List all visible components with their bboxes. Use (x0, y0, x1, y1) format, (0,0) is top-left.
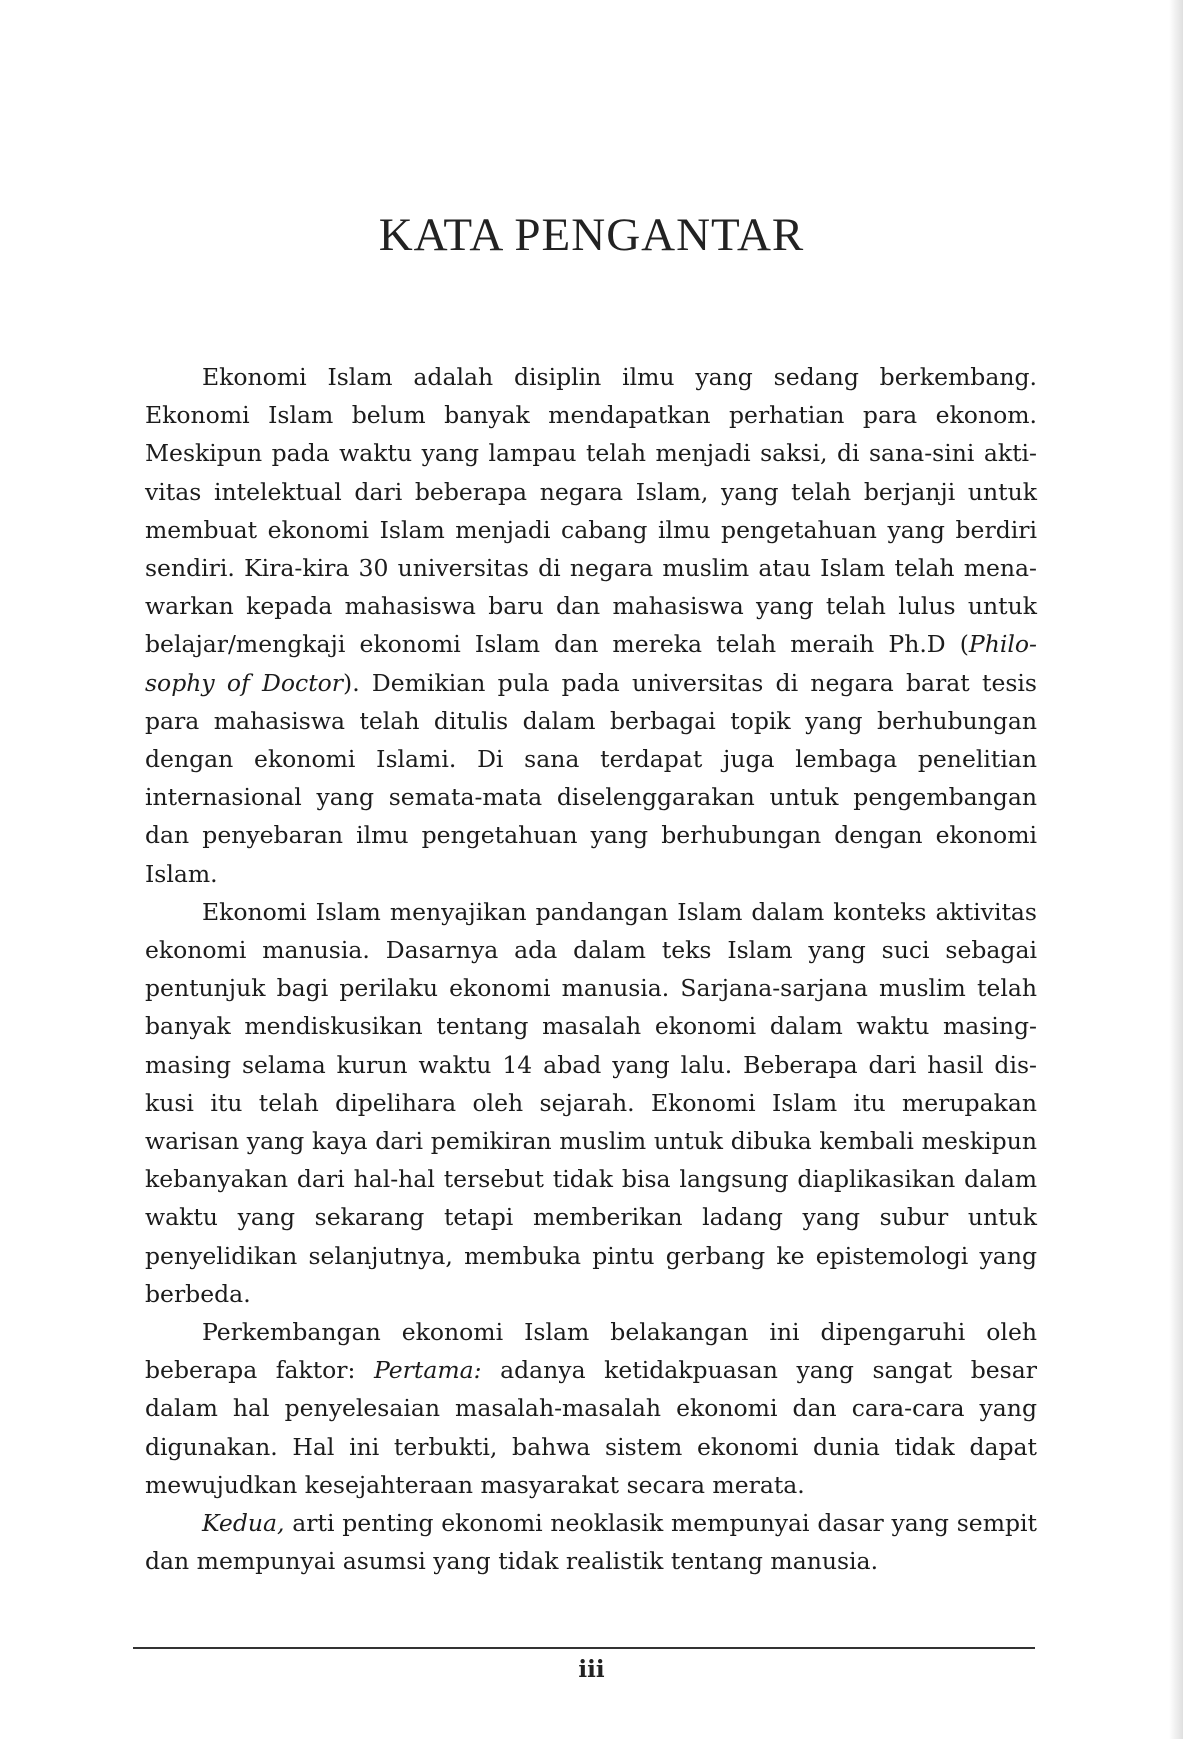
italic-segment: Philosophy of Doctor (145, 630, 1037, 697)
italic-segment: Kedua, (202, 1509, 285, 1538)
body-text (145, 358, 1037, 1581)
text-segment: Ekonomi Islam menyajikan pandangan Islam dalam konteks aktivitas ekonomi manusia. Dasarnya ada dalam teks Islam yang suci sebagai pentunjuk bagi perilaku ekonomi manusia. Sarjana-sarjana muslim telah banyak mendiskusikan tentang masalah ekonomi dalam waktu masing-masing selama kurun waktu 14 abad yang lalu. Beberapa dari hasil diskusi itu telah dipelihara oleh sejarah. Ekonomi Islam itu merupakan warisan yang kaya dari pemikiran muslim untuk dibuka kembali meskipun kebanyakan dari hal-hal tersebut tidak bisa langsung diaplikasikan dalam waktu yang sekarang tetapi memberikan ladang yang subur untuk penyelidikan selanjutnya, membuka pintu gerbang ke epistemologi yang berbeda. (145, 897, 1037, 1308)
chapter-title: KATA PENGANTAR (378, 209, 805, 261)
text-segment: adanya ketidakpuasan yang sangat besar dalam hal penyelesaian masalah-masalah ekonomi dan cara-cara yang digunakan. Hal ini terbukti, bahwa sistem ekonomi dunia tidak dapat mewujudkan kesejahteraan masyarakat secara merata. (145, 1356, 1037, 1499)
paragraph-2 (145, 893, 1037, 1313)
paragraph-4 (145, 1504, 1037, 1580)
paragraph-3 (145, 1313, 1037, 1504)
text-segment: Ekonomi Islam adalah disiplin ilmu yang sedang berkembang. Ekonomi Islam belum banyak mendapatkan perhatian para ekonom. Meskipun pada waktu yang lampau telah menjadi saksi, di sana-sini aktivitas intelektual dari beberapa negara Islam, yang telah berjanji untuk membuat ekonomi Islam menjadi cabang ilmu pengetahuan yang berdiri sendiri. Kira-kira 30 universitas di negara muslim atau Islam telah menawarkan kepada mahasiswa baru dan mahasiswa yang telah lulus untuk belajar/mengkaji ekonomi Islam dan mereka telah meraih Ph.D ( (145, 363, 1037, 659)
italic-segment: Pertama: (373, 1356, 482, 1385)
paragraph-1 (145, 358, 1037, 893)
text-segment: Perkembangan ekonomi Islam belakangan ini dipengaruhi oleh beberapa faktor: (145, 1318, 1037, 1385)
text-segment: arti penting ekonomi neoklasik mempunyai dasar yang sempit dan mempunyai asumsi yang tidak realistik tentang manusia. (145, 1509, 1037, 1576)
footer-divider (133, 1647, 1035, 1649)
text-segment: ). Demikian pula pada universitas di negara barat tesis para mahasiswa telah ditulis dalam berbagai topik yang berhubungan dengan ekonomi Islami. Di sana terdapat juga lembaga penelitian internasional yang semata-mata diselenggarakan untuk pengembangan dan penyebaran ilmu pengetahuan yang berhubungan dengan ekonomi Islam. (145, 668, 1037, 888)
page-number: iii (578, 1656, 605, 1683)
